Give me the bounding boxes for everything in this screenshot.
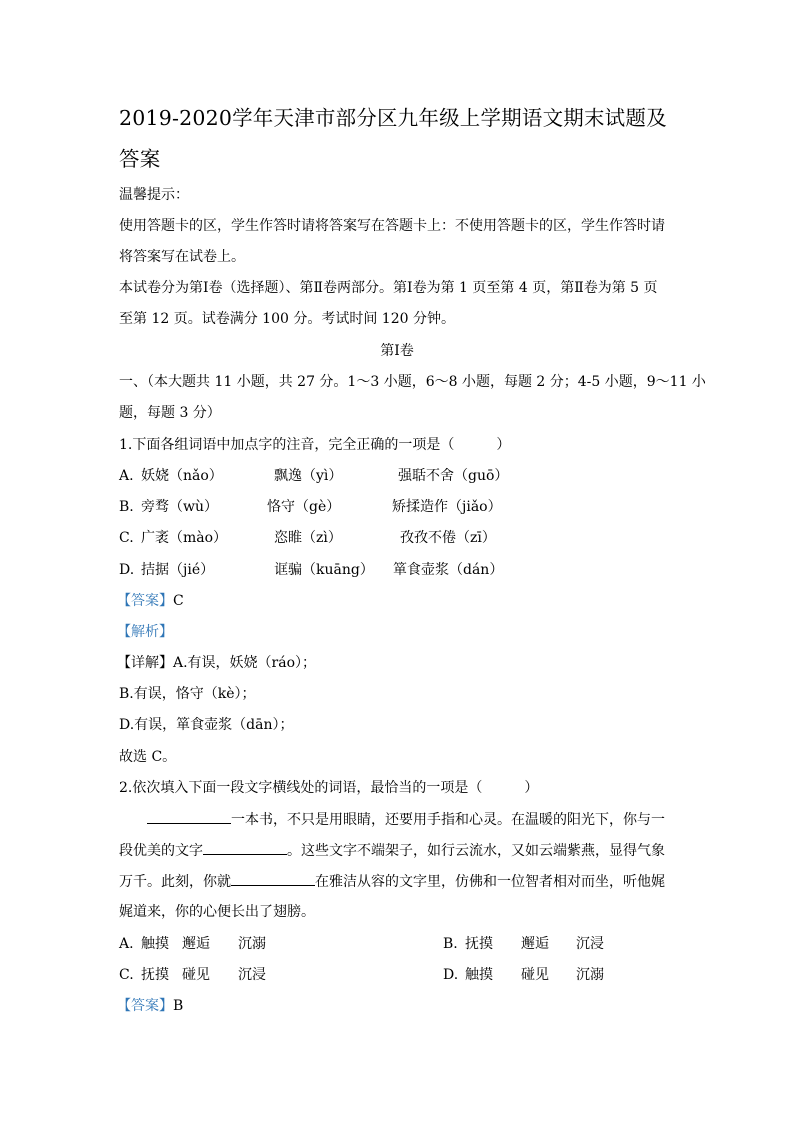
option-b-item-2: 恪守（gè） [267,499,341,515]
document-title-line-1: 2019-2020学年天津市部分区九年级上学期语文期末试题及 [119,106,667,130]
paragraph-text: 。这些文字不端架子，如行云流水，又如云端紫燕，显得气象 [287,843,665,859]
option-a-word-2: 邂逅 [182,936,210,952]
answer-tag: 【答案】 [117,593,173,609]
option-a-word-3: 沉溺 [238,936,266,952]
question-2-paragraph-line-1 [147,810,665,829]
question-1-answer [117,592,184,610]
question-2-paragraph-line-2 [119,841,665,860]
question-1-detail [117,654,316,672]
section-1-intro-line-1: 一、（本大题共 11 小题，共 27 分。1～3 小题，6～8 小题，每题 2 分；4-5 小题，9～11 小 [119,374,706,390]
option-d-word-1: 触摸 [465,967,493,983]
option-c-item-2: 恣睢（zì） [274,530,342,546]
info-line-1: 本试卷分为第Ⅰ卷（选择题）、第Ⅱ卷两部分。第Ⅰ卷为第 1 页至第 4 页，第Ⅱ卷为第 5 页 [119,280,658,296]
detail-line-1: A.有误，妖娆（ráo）； [173,655,317,671]
option-a-label: A. [119,936,134,952]
fill-blank-3 [231,872,315,886]
option-c-word-2: 碰见 [182,967,210,983]
option-b-item-3: 矫揉造作（jiǎo） [392,499,502,515]
option-d-label: D. [443,967,459,983]
tip-line-2: 将答案写在试卷上。 [119,249,245,265]
option-c-label: C. [119,530,134,546]
option-b-word-2: 邂逅 [521,936,549,952]
volume-heading: 第Ⅰ卷 [380,343,414,359]
tip-heading: 温馨提示： [119,187,189,203]
option-a-label: A. [119,468,134,484]
option-b-word-1: 抚摸 [465,936,493,952]
option-b-label: B. [119,499,134,515]
option-a-item-3: 强聒不舍（guō） [398,468,509,484]
option-c-label: C. [119,967,134,983]
tip-line-1: 使用答题卡的区，学生作答时请将答案写在答题卡上：不使用答题卡的区，学生作答时请 [119,218,665,234]
option-d-item-2: 诓骗（kuāng） [274,562,374,578]
option-c-word-1: 抚摸 [141,967,169,983]
question-1-analysis [117,623,173,641]
answer-value: B [173,998,184,1014]
detail-line-2: B.有误，恪守（kè）； [119,686,256,702]
document-title-line-2: 答案 [119,147,161,171]
option-b-word-3: 沉浸 [576,936,604,952]
option-c-item-3: 孜孜不倦（zī） [400,530,496,546]
fill-blank-1 [147,810,231,824]
question-2-paragraph-line-3 [119,872,665,891]
option-b-item-1: 旁骛（wù） [141,499,218,515]
option-c-item-1: 广袤（mào） [141,530,228,546]
fill-blank-2 [203,841,287,855]
option-a-item-1: 妖娆（nǎo） [141,468,223,484]
paragraph-text: 一本书，不只是用眼睛，还要用手指和心灵。在温暖的阳光下，你与一 [231,812,665,828]
option-a-item-2: 飘逸（yì） [274,468,343,484]
option-a-word-1: 触摸 [141,936,169,952]
paragraph-text: 万千。此刻，你就 [119,874,231,890]
question-1-stem: 1.下面各组词语中加点字的注音，完全正确的一项是（ ） [119,437,511,453]
info-line-2: 至第 12 页。试卷满分 100 分。考试时间 120 分钟。 [119,311,455,327]
option-b-label: B. [443,936,458,952]
option-d-word-2: 碰见 [521,967,549,983]
question-2-paragraph-line-4: 娓道来，你的心便长出了翅膀。 [119,904,315,920]
question-1-conclusion: 故选 C。 [119,749,177,765]
answer-tag: 【答案】 [117,998,173,1014]
option-d-item-3: 箪食壶浆（dán） [393,562,504,578]
answer-value: C [173,593,184,609]
analysis-tag: 【解析】 [117,624,173,640]
detail-line-3: D.有误，箪食壶浆（dān）； [119,717,294,733]
question-2-stem: 2.依次填入下面一段文字横线处的词语，最恰当的一项是（ ） [119,780,539,796]
option-d-item-1: 拮据（jié） [141,562,215,578]
option-d-label: D. [119,562,135,578]
section-1-intro-line-2: 题，每题 3 分） [119,405,221,421]
option-c-word-3: 沉浸 [238,967,266,983]
detail-tag: 【详解】 [117,655,173,671]
option-d-word-3: 沉溺 [576,967,604,983]
paragraph-text: 在雅洁从容的文字里，仿佛和一位智者相对而坐，听他娓 [315,874,665,890]
question-2-answer [117,997,183,1015]
paragraph-text: 段优美的文字 [119,843,203,859]
